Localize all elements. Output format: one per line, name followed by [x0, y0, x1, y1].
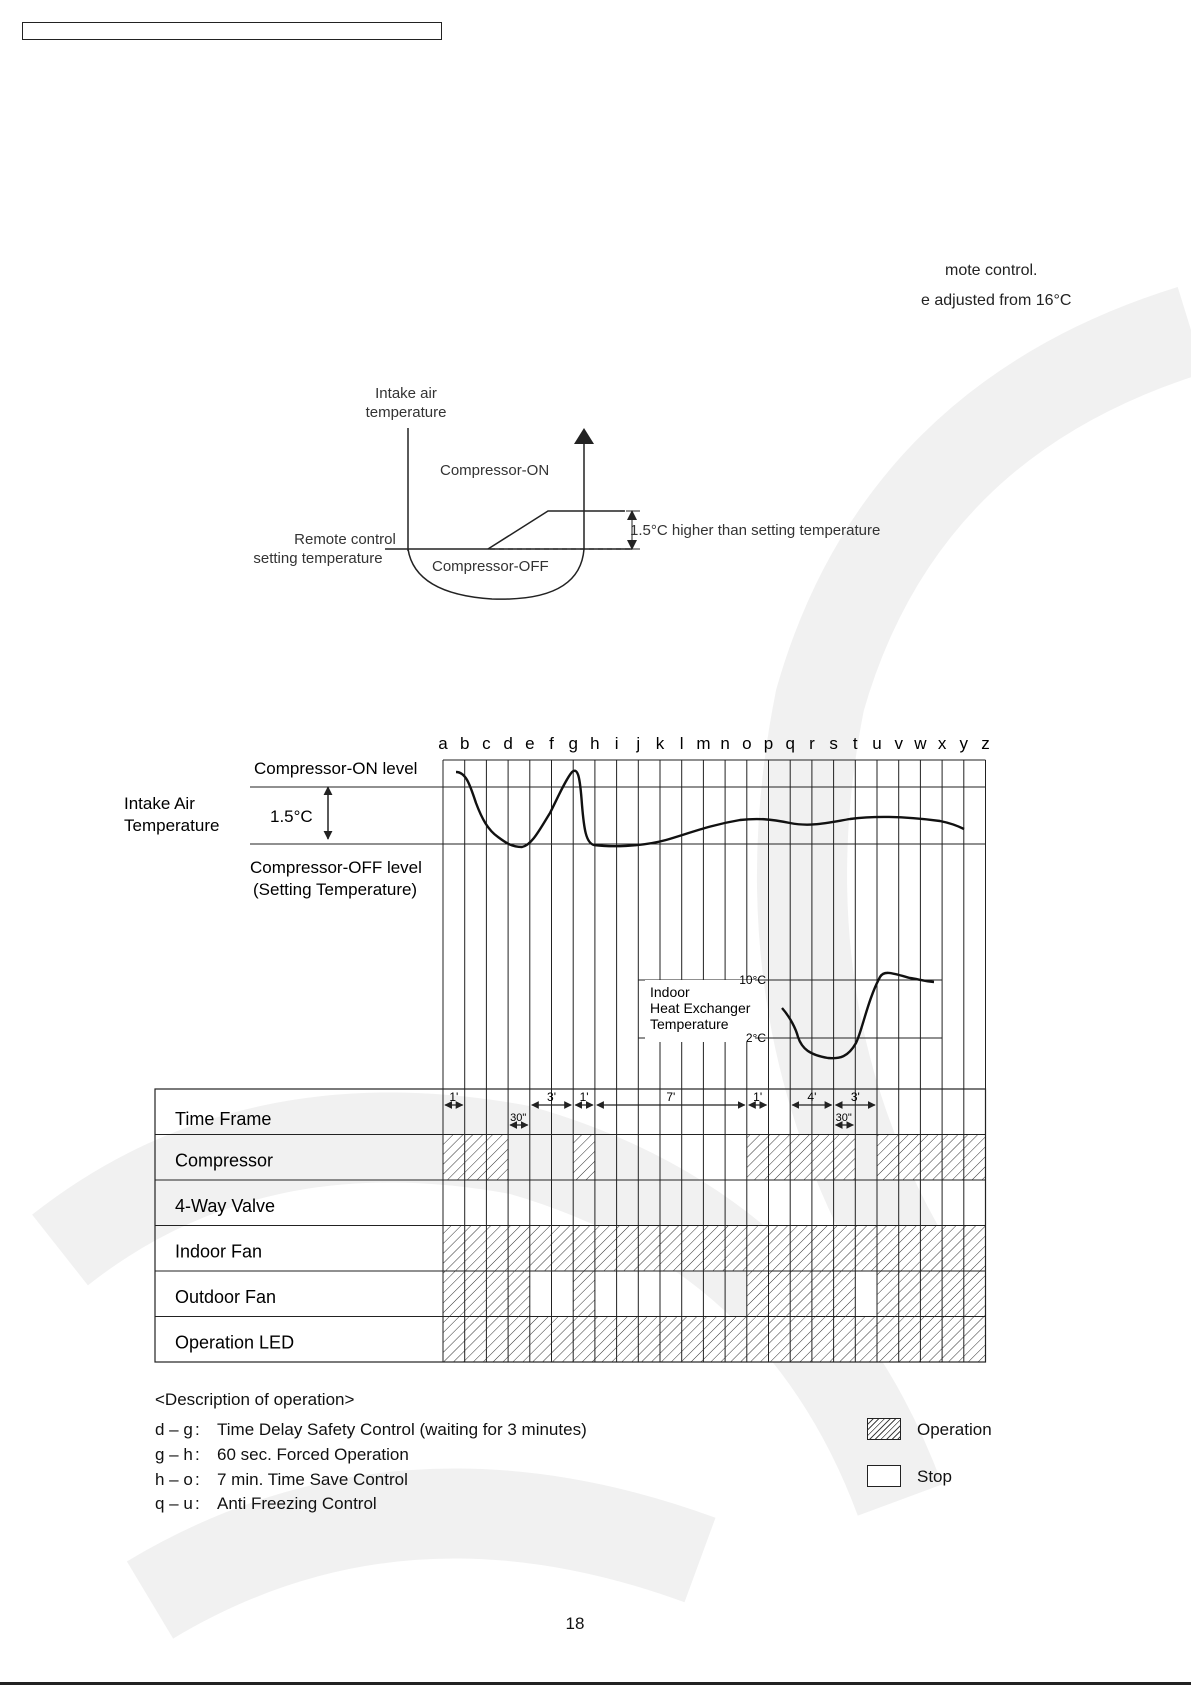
- column-label: c: [482, 734, 491, 753]
- time-marker-label: 4': [807, 1090, 817, 1104]
- hysteresis-diagram: [230, 380, 930, 610]
- column-label: a: [438, 734, 448, 753]
- setting-label-1: Remote control: [294, 531, 396, 548]
- description-title: <Description of operation>: [155, 1390, 355, 1409]
- column-label: z: [981, 734, 990, 753]
- column-label: n: [720, 734, 730, 753]
- row-label: Operation LED: [175, 1332, 295, 1353]
- description-item: q – u : Anti Freezing Control: [155, 1494, 377, 1513]
- compressor-off-label: Compressor-OFF: [432, 558, 549, 575]
- column-label: t: [852, 734, 858, 753]
- description-item: g – h : 60 sec. Forced Operation: [155, 1445, 409, 1464]
- column-label: y: [959, 734, 969, 753]
- column-label: d: [503, 734, 513, 753]
- y-axis-label-2: temperature: [365, 404, 447, 421]
- operation-cell: [747, 1135, 856, 1181]
- row-label: Outdoor Fan: [175, 1287, 277, 1307]
- time-marker-label: 3': [850, 1090, 860, 1104]
- row-label: Compressor: [175, 1150, 274, 1171]
- column-label: s: [829, 734, 838, 753]
- row-label: 4-Way Valve: [175, 1196, 276, 1216]
- description-item: d – g : Time Delay Safety Control (waiting for 3 minutes): [155, 1420, 587, 1439]
- column-label: m: [696, 734, 711, 753]
- legend-stop-label: Stop: [917, 1467, 952, 1486]
- time-marker-label: 1': [579, 1090, 589, 1104]
- time-marker-label: 30": [835, 1112, 852, 1124]
- chart-grid: [155, 760, 986, 1362]
- operation-cell: [747, 1271, 856, 1317]
- off-level-label-2: (Setting Temperature): [253, 880, 418, 899]
- delta-label: 1.5°C higher than setting temperature: [630, 522, 881, 539]
- time-marker-label: 7': [666, 1090, 676, 1104]
- operation-cell: [573, 1271, 595, 1317]
- column-label: q: [785, 734, 795, 753]
- column-label: f: [549, 734, 554, 753]
- legend-stop-swatch: [867, 1465, 901, 1487]
- legend-operation-label: Operation: [917, 1420, 992, 1439]
- time-marker-label: 1': [449, 1090, 459, 1104]
- operation-cell: [877, 1135, 986, 1181]
- operation-cell: [573, 1135, 595, 1181]
- column-label: g: [568, 734, 578, 753]
- intake-temperature-curve: [456, 771, 964, 847]
- hx-label-1: Indoor: [650, 984, 690, 1000]
- column-label: u: [872, 734, 882, 753]
- page-number: 18: [565, 1614, 585, 1633]
- column-label: j: [636, 734, 641, 753]
- hx-low-label: 2°C: [745, 1031, 766, 1045]
- on-threshold-line: [488, 511, 625, 549]
- top-text-fragment-1: mote control.: [945, 262, 1038, 279]
- row-label: Indoor Fan: [175, 1241, 263, 1262]
- legend-operation-swatch: [867, 1418, 901, 1440]
- intake-label-1: Intake Air: [124, 794, 195, 813]
- row-labels: [175, 1109, 294, 1353]
- y-axis-label-1: Intake air: [375, 385, 437, 402]
- column-label: k: [655, 734, 665, 753]
- setting-label-2: setting temperature: [253, 550, 383, 567]
- column-label: x: [937, 734, 947, 753]
- header-box: [22, 22, 442, 40]
- column-label: e: [525, 734, 535, 753]
- hx-label-2: Heat Exchanger: [650, 1000, 751, 1016]
- hx-label-3: Temperature: [650, 1016, 729, 1032]
- on-level-label: Compressor-ON level: [254, 759, 418, 778]
- time-marker-label: 3': [547, 1090, 556, 1104]
- column-label: b: [459, 734, 470, 753]
- time-marker-label: 1': [753, 1090, 763, 1104]
- column-label: v: [894, 734, 903, 753]
- operation-cell: [877, 1271, 986, 1317]
- compressor-on-label: Compressor-ON: [440, 462, 550, 479]
- column-label: p: [763, 734, 774, 753]
- row-fills: [443, 1135, 986, 1363]
- operation-cell: [443, 1226, 986, 1272]
- description-item: h – o : 7 min. Time Save Control: [155, 1470, 408, 1489]
- column-label: i: [614, 734, 619, 753]
- column-label: h: [590, 734, 600, 753]
- intake-label-2: Temperature: [124, 816, 220, 835]
- row-label: Time Frame: [175, 1109, 272, 1129]
- top-text-fragment-2: e adjusted from 16°C: [921, 292, 1072, 309]
- timing-chart: [110, 725, 1010, 1385]
- delta-level-label: 1.5°C: [270, 807, 313, 826]
- hx-high-label: 10°C: [739, 973, 766, 987]
- time-marker-label: 30": [510, 1112, 527, 1124]
- operation-cell: [443, 1135, 508, 1181]
- column-label: w: [914, 734, 927, 753]
- column-label: r: [809, 734, 815, 753]
- operation-cell: [443, 1317, 986, 1363]
- column-label: o: [742, 734, 752, 753]
- heat-exchanger-curve: [782, 973, 934, 1058]
- arrow-up-icon: [574, 428, 594, 444]
- column-label: l: [679, 734, 684, 753]
- off-level-label-1: Compressor-OFF level: [250, 858, 422, 877]
- column-labels: [438, 734, 989, 753]
